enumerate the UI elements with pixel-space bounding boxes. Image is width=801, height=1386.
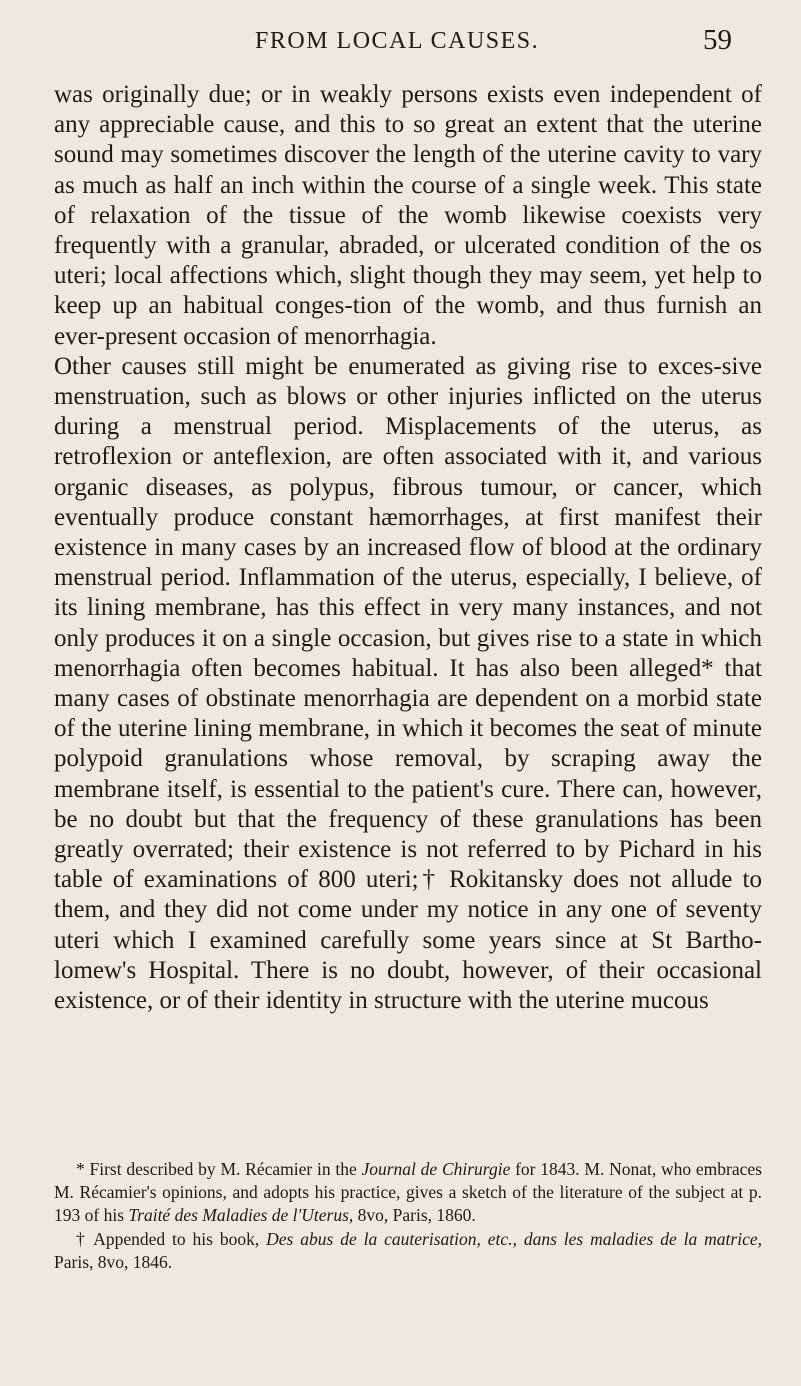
paragraph-1: was originally due; or in weakly persons exists even independent of any appreciable cause, and this to so great an extent that the uterine sound may sometimes discover the length of the uterine cavity to vary as much as half an inch within the course of a single week. This state of relaxation of the tissue of the womb likewise coexists very frequently with a granular, abraded, or ulcerated condition of the os uteri; local affections which, slight though they may seem, yet help to keep up an habitual conges-tion of the womb, and thus furnish an ever-present occasion of menorrhagia. <box>54 81 762 350</box>
footnote-1-journal-title: Journal de Chirurgie <box>361 1159 511 1179</box>
running-title: FROM LOCAL CAUSES. <box>255 28 540 54</box>
footnote-2 <box>54 1228 762 1274</box>
footnote-2-book-title: Des abus de la cauterisation, etc., dans les maladies de la matrice, <box>266 1228 762 1249</box>
footnote-2-text-c: Paris, 8vo, 1846. <box>54 1251 173 1272</box>
page-header <box>0 24 801 64</box>
footnote-1-book-title: Traité des Maladies de l'Uterus, <box>128 1205 354 1226</box>
footnote-1 <box>54 1158 762 1228</box>
page-number: 59 <box>703 24 732 56</box>
footnote-2-text-a: † Appended to his book, <box>76 1228 267 1249</box>
body-text <box>54 80 762 1016</box>
paragraph-2: Other causes still might be enumerated as giving rise to exces-sive menstruation, such as blows or other injuries inflicted on the uterus during a menstrual period. Misplacements of the uterus, as retroflexion or anteflexion, are often associated with it, and various organic diseases, as polypus, fibrous tumour, or cancer, which eventually produce constant hæmorrhages, at first manifest their existence in many cases by an increased flow of blood at the ordinary menstrual period. Inflammation of the uterus, especially, I believe, of its lining membrane, has this effect in very many instances, and not only produces it on a single occasion, but gives rise to a state in which menorrhagia often becomes habitual. It has also been alleged* that many cases of obstinate menorrhagia are dependent on a morbid state of the uterine lining membrane, in which it becomes the seat of minute polypoid granulations whose removal, by scraping away the membrane itself, is essential to the patient's cure. There can, however, be no doubt but that the frequency of these granulations has been greatly overrated; their existence is not referred to by Pichard in his table of examinations of 800 uteri;† Rokitansky does not allude to them, and they did not come under my notice in any one of seventy uteri which I examined carefully some years since at St Bartho-lomew's Hospital. There is no doubt, however, of their occasional existence, or of their identity in structure with the uterine mucous <box>54 352 762 1015</box>
footnote-1-text-a: * First described by M. Récamier in the <box>76 1159 362 1179</box>
footnote-1-text-c: for 1843. M. Nonat, who embraces M. Récamier's opinions, and adopts his practice, gives a sketch of the literature of the subject at p. 193 of his <box>54 1159 762 1226</box>
footnote-1-text-e: 8vo, Paris, 1860. <box>353 1205 476 1226</box>
footnotes <box>54 1158 762 1274</box>
